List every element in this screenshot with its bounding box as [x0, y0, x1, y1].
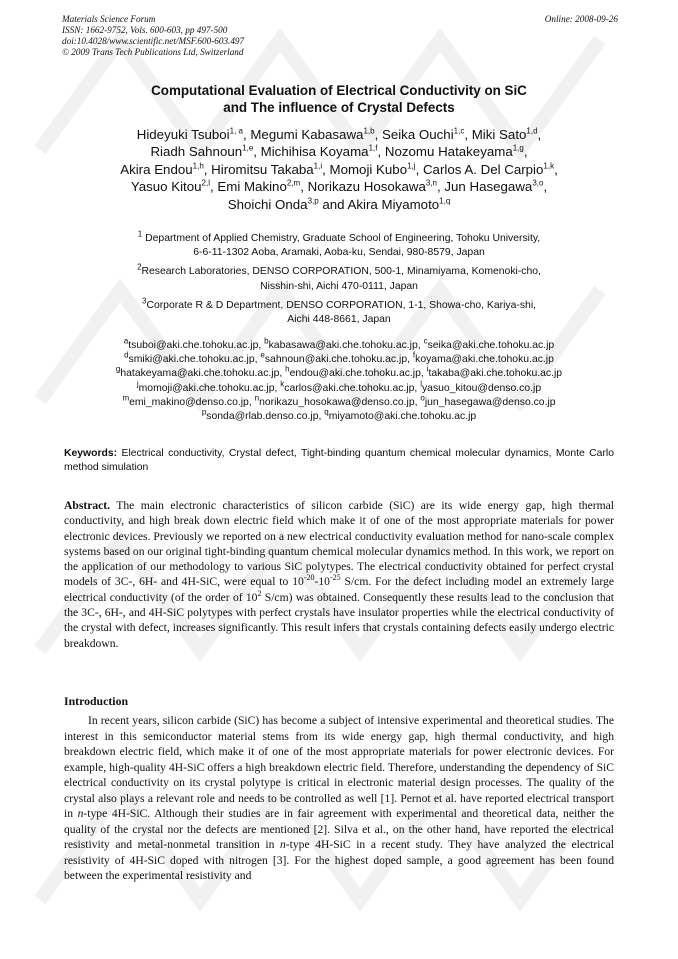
- keywords-block: [64, 447, 614, 475]
- author-name: Yasuo Kitou: [130, 179, 202, 195]
- introduction-heading: Introduction: [64, 694, 129, 708]
- author-separator: ,: [203, 161, 212, 177]
- email-address[interactable]: jun_hasegawa@denso.co.jp: [424, 396, 556, 408]
- author-name: Shoichi Onda: [227, 196, 308, 212]
- author-affiliation-sup: 3,o: [532, 178, 544, 188]
- author-name: Hiromitsu Takaba: [211, 161, 314, 177]
- abstract-text: -10: [314, 575, 330, 589]
- email-address[interactable]: sahnoun@aki.che.tohoku.ac.jp: [264, 354, 408, 366]
- author-affiliation-sup: 1,g: [512, 143, 524, 153]
- intro-text: -type 4H-SiC. Although their studies are in fair agreement with experimental and theoretical data, neither the quality of the crystal nor the defects are mentioned [2]. Silva et al., on the other hand, have reported the electrical resistivity and metal-nonmetal transition in: [64, 807, 614, 851]
- author-separator: ,: [537, 127, 542, 142]
- author-name: Nozomu Hatakeyama: [384, 144, 513, 160]
- email-sup: d: [124, 350, 129, 360]
- affiliation-sup: 1: [137, 229, 143, 239]
- email-address[interactable]: yasuo_kitou@denso.co.jp: [421, 382, 542, 394]
- journal-header: [62, 14, 618, 58]
- abstract-block: [64, 498, 614, 651]
- email-sup: p: [201, 407, 207, 417]
- author-separator: ,: [374, 127, 382, 142]
- online-date: Online: 2008-09-26: [544, 14, 618, 24]
- author-affiliation-sup: 2,l: [201, 178, 210, 188]
- affiliation-line: 6-6-11-1302 Aoba, Aramaki, Aoba-ku, Sendai, 980-8579, Japan: [193, 247, 485, 259]
- title-line-2: and The influence of Crystal Defects: [223, 100, 455, 115]
- email-separator: ,: [420, 368, 427, 380]
- author-affiliation-sup: 3,p: [307, 196, 319, 206]
- author-name: Michihisa Koyama: [260, 144, 369, 160]
- affiliation-1: [48, 229, 630, 260]
- author-name: Megumi Kabasawa: [250, 127, 364, 142]
- author-separator: ,: [242, 127, 251, 142]
- author-name: Miki Sato: [471, 127, 527, 142]
- email-address[interactable]: sonda@rlab.denso.co.jp: [206, 411, 319, 423]
- email-address[interactable]: miyamoto@aki.che.tohoku.ac.jp: [328, 411, 477, 423]
- author-name: Riadh Sahnoun: [150, 144, 243, 160]
- author-name: Seika Ouchi: [381, 127, 454, 142]
- author-name: Akira Endou: [120, 161, 193, 177]
- author-name: Norikazu Hosokawa: [307, 179, 426, 195]
- introduction-body: [64, 713, 614, 884]
- journal-name: Materials Science Forum: [62, 14, 156, 24]
- email-separator: ,: [318, 411, 325, 423]
- affiliation-2: [48, 262, 630, 293]
- email-address[interactable]: tsuboi@aki.che.tohoku.ac.jp: [128, 340, 259, 351]
- email-address[interactable]: norikazu_hosokawa@denso.co.jp: [259, 396, 415, 408]
- author-affiliation-sup: 1,j: [407, 161, 416, 171]
- email-line: [40, 407, 638, 424]
- email-sup: l: [420, 379, 422, 389]
- author-name: Emi Makino: [217, 179, 287, 195]
- email-sup: j: [136, 379, 139, 389]
- email-separator: ,: [414, 396, 421, 408]
- email-address[interactable]: seika@aki.che.tohoku.ac.jp: [427, 340, 555, 351]
- abstract-exponent: -20: [303, 573, 315, 583]
- email-sup: a: [123, 336, 129, 346]
- abstract-text: S/cm) was obtained. Consequently these results lead to the conclusion that the 3C-, 6H-, and 4H-SiC polytypes with perfect crystals have insulator properties while the electrical conductivity of the crystal with defect, increases significantly. This result infers that crystals containing defects easily undergo electric breakdown.: [64, 590, 615, 650]
- affiliation-sup: 2: [137, 262, 142, 272]
- affiliation-line: Research Laboratories, DENSO CORPORATION, 500-1, Minamiyama, Komenoki-cho,: [141, 266, 541, 278]
- author-separator: ,: [253, 144, 261, 160]
- email-address[interactable]: momoji@aki.che.tohoku.ac.jp: [138, 382, 275, 394]
- author-separator: ,: [322, 161, 330, 177]
- email-sup: q: [324, 407, 329, 417]
- email-separator: ,: [248, 396, 255, 408]
- email-sup: i: [426, 364, 429, 374]
- author-affiliation-sup: 1,q: [439, 196, 451, 206]
- title-line-1: Computational Evaluation of Electrical Conductivity on SiC: [151, 83, 527, 98]
- author-name: Carlos A. Del Carpio: [422, 161, 544, 177]
- author-affiliation-sup: 1,h: [192, 161, 204, 171]
- author-separator: ,: [415, 161, 423, 177]
- email-address[interactable]: endou@aki.che.tohoku.ac.jp: [289, 368, 421, 380]
- email-address[interactable]: emi_makino@denso.co.jp: [129, 396, 249, 408]
- email-address[interactable]: smiki@aki.che.tohoku.ac.jp: [128, 354, 255, 366]
- email-list: [40, 336, 638, 424]
- affiliation-line: Nisshin-shi, Aichi 470-0111, Japan: [260, 280, 418, 292]
- author-affiliation-sup: 1,f: [368, 143, 378, 153]
- doi-line: doi:10.4028/www.scientific.net/MSF.600-603.497: [62, 36, 245, 46]
- abstract-exponent: -25: [329, 573, 341, 583]
- author-list: [30, 126, 648, 213]
- email-line: [40, 350, 638, 367]
- author-separator: ,: [436, 179, 445, 195]
- email-line: [40, 364, 638, 381]
- intro-text: In recent years, silicon carbide (SiC) has become a subject of intensive experimental and theoretical studies. The interest in this semiconductor material stems from its wide energy gap, high thermal conductivity, and high breakdown electric field, which make it of one of the most appropriate materials for power electronic devices. For example, high-quality 4H-SiC offers a high breakdown electric field. Therefore, understanding the dependency of SiC electrical conductivity on its crystal polytype is critical in electronic material design processes. The quality of the crystal also plays a relevant role and needs to be controlled as well [1]. Pernot et al. have reported electrical transport in: [64, 714, 614, 820]
- abstract-text: The main electronic characteristics of silicon carbide (SiC) are its wide energy gap, high thermal conductivity, and high break down electric field which make it of one of the most appropriate materials for power electronic devices. Previously we reported on a new electrical conductivity evaluation method for nano-scale complex systems based on our original tight-binding quantum chemical molecular dynamics method. In this work, we report on the application of our methodology to various SiC polytypes. The electrical conductivity obtained for perfect crystal models of 3C-, 6H- and 4H-SiC, were equal to 10: [64, 499, 614, 589]
- author-name: Momoji Kubo: [329, 161, 408, 177]
- intro-italic: n: [77, 807, 84, 820]
- email-separator: ,: [417, 340, 424, 351]
- affiliation-3: [48, 296, 630, 327]
- abstract-label: Abstract.: [64, 499, 111, 512]
- author-affiliation-sup: 1,d: [526, 126, 538, 136]
- abstract-text: S/cm. For the defect including model an extremely large electrical conductivity (of the order of 10: [64, 575, 614, 604]
- author-separator: and: [318, 196, 348, 212]
- issn-line: ISSN: 1662-9752, Vols. 600-603, pp 497-500: [62, 25, 228, 35]
- author-separator: ,: [377, 144, 385, 160]
- email-sup: h: [285, 364, 290, 374]
- email-sup: e: [260, 350, 265, 360]
- email-address[interactable]: carlos@aki.che.tohoku.ac.jp: [284, 382, 415, 394]
- email-line: [40, 393, 638, 410]
- affiliation-line: Department of Applied Chemistry, Graduate School of Engineering, Tohoku University,: [142, 233, 541, 244]
- email-line: [40, 379, 638, 396]
- intro-text: -type 4H-SiC in a recent study. They have analyzed the electrical resistivity of 4H-SiC doped with nitrogen [3]. For the highest doped sample, a good agreement has been found between the experimental resistivity and: [64, 838, 614, 882]
- author-separator: ,: [543, 179, 548, 195]
- author-separator: ,: [210, 179, 218, 195]
- author-name: Akira Miyamoto: [347, 196, 440, 212]
- email-sup: k: [280, 379, 285, 389]
- abstract-exponent: 2: [257, 588, 262, 598]
- affiliation-line: Corporate R & D Department, DENSO CORPORATION, 1-1, Showa-cho, Kariya-shi,: [146, 299, 537, 311]
- email-address[interactable]: hatakeyama@aki.che.tohoku.ac.jp: [120, 368, 280, 380]
- keywords-text: Electrical conductivity, Crystal defect, Tight-binding quantum chemical molecular dynamics, Monte Carlo method simulation: [64, 448, 614, 473]
- author-affiliation-sup: 1,i: [313, 161, 323, 171]
- email-sup: m: [122, 393, 130, 403]
- author-affiliation-sup: 2,m: [286, 178, 301, 188]
- email-sup: g: [115, 364, 121, 374]
- author-separator: ,: [554, 161, 558, 177]
- email-separator: ,: [414, 382, 421, 394]
- author-affiliation-sup: 1, a: [229, 126, 243, 136]
- copyright-line: © 2009 Trans Tech Publications Ltd, Switzerland: [62, 47, 244, 57]
- email-separator: ,: [407, 354, 413, 366]
- affiliation-line: Aichi 448-8661, Japan: [287, 314, 391, 326]
- email-address[interactable]: kabasawa@aki.che.tohoku.ac.jp: [268, 340, 418, 351]
- email-separator: ,: [254, 354, 261, 366]
- author-name: Jun Hasegawa: [444, 179, 533, 195]
- email-line: [40, 336, 638, 353]
- affiliation-sup: 3: [141, 296, 147, 306]
- author-separator: ,: [300, 179, 308, 195]
- email-sup: o: [420, 393, 425, 403]
- author-affiliation-sup: 1,k: [543, 161, 555, 171]
- email-address[interactable]: koyama@aki.che.tohoku.ac.jp: [415, 354, 554, 366]
- email-address[interactable]: takaba@aki.che.tohoku.ac.jp: [428, 368, 563, 380]
- email-separator: ,: [258, 340, 265, 351]
- email-separator: ,: [279, 368, 286, 380]
- email-separator: ,: [274, 382, 281, 394]
- affiliations: [48, 229, 630, 332]
- email-sup: f: [412, 350, 416, 360]
- author-name: Hideyuki Tsuboi: [136, 127, 230, 142]
- author-affiliation-sup: 1,c: [453, 126, 465, 136]
- author-affiliation-sup: 1,b: [363, 126, 375, 136]
- author-affiliation-sup: 3,n: [425, 178, 437, 188]
- author-separator: ,: [464, 127, 472, 142]
- author-separator: ,: [523, 144, 528, 160]
- author-affiliation-sup: 1,e: [242, 143, 254, 153]
- email-sup: c: [423, 336, 428, 346]
- email-sup: b: [264, 336, 269, 346]
- paper-title: [40, 82, 638, 116]
- intro-italic: n: [279, 838, 286, 851]
- keywords-label: Keywords:: [64, 448, 118, 459]
- email-sup: n: [254, 393, 260, 403]
